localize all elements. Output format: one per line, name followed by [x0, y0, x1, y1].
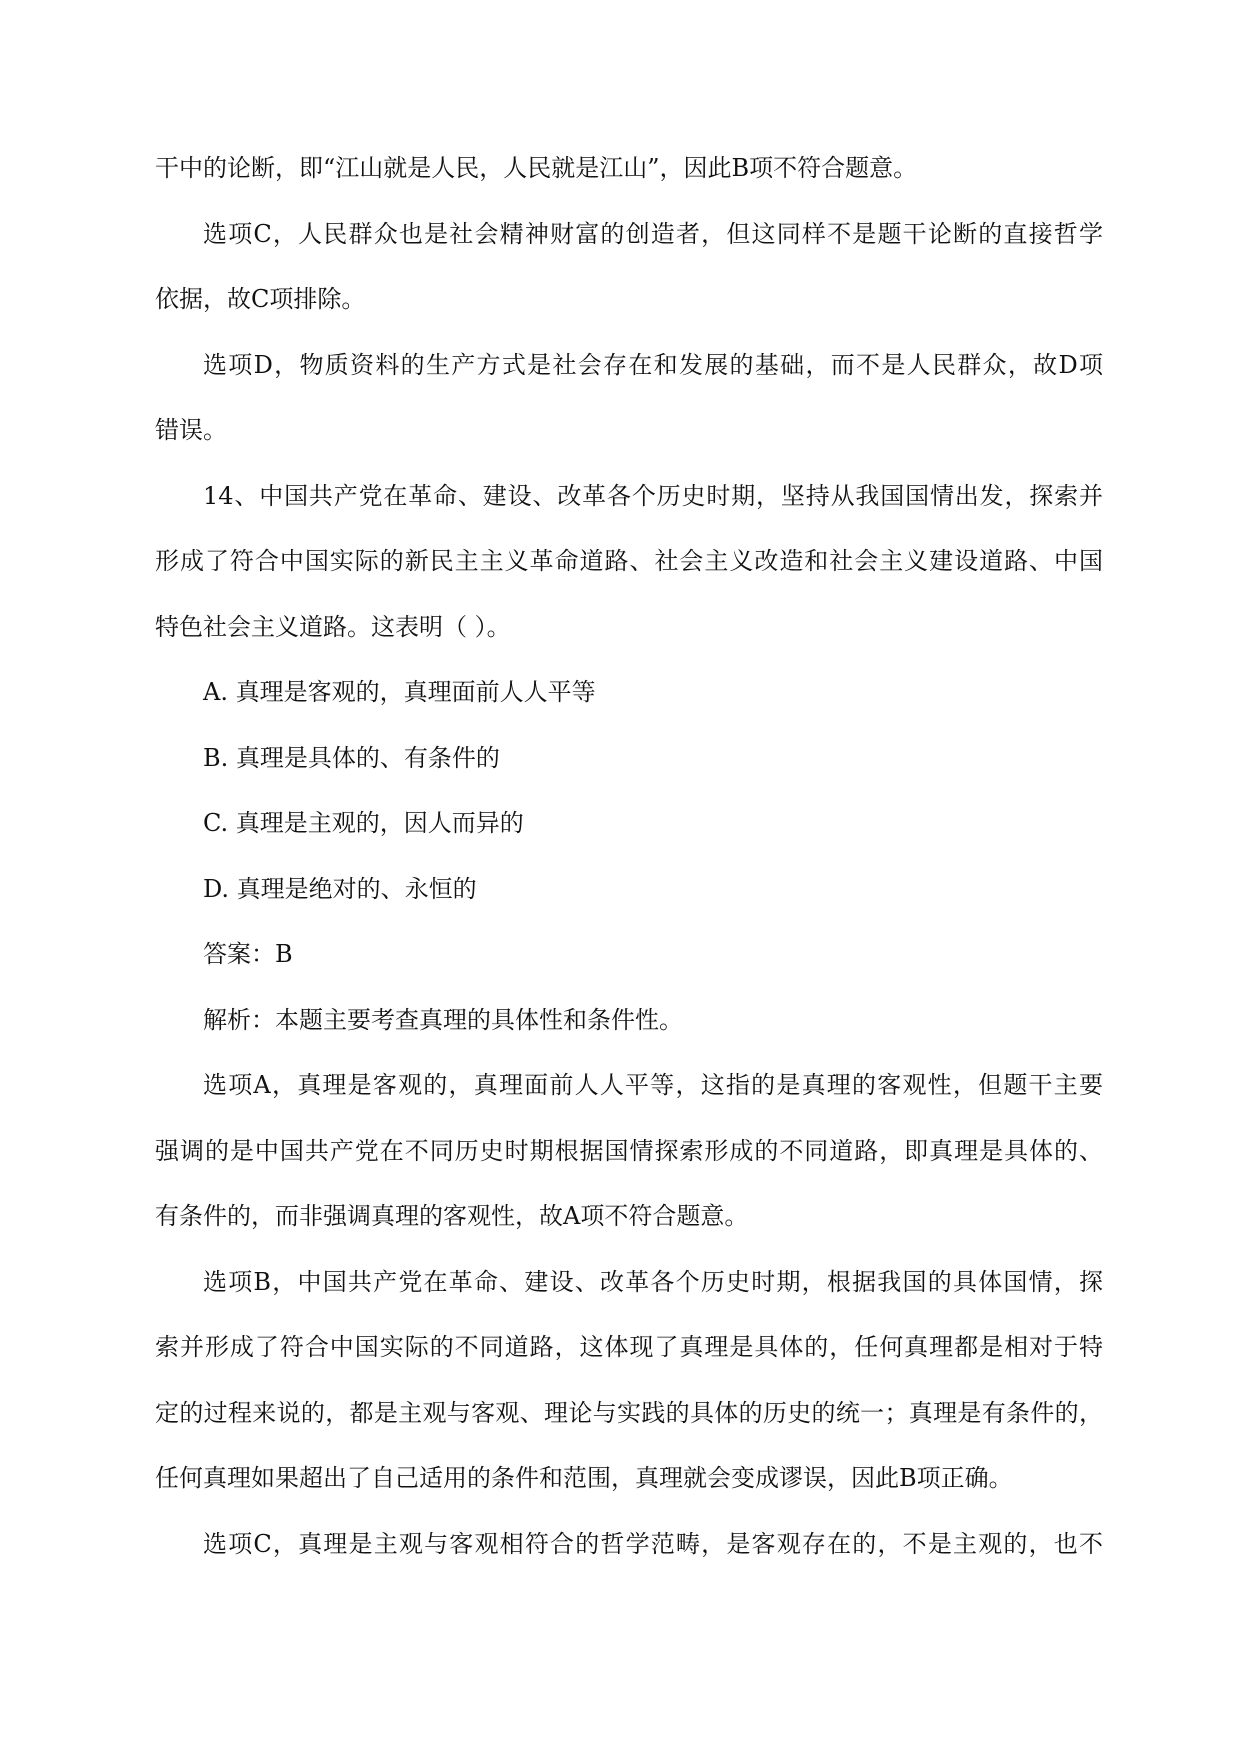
option-c: C. 真理是主观的，因人而异的: [203, 809, 524, 837]
previous-analysis-paragraph-c: [155, 202, 1103, 333]
analysis-paragraph-a: [155, 1053, 1103, 1250]
paragraph-line: 选项D，物质资料的生产方式是社会存在和发展的基础，而不是人民群众，故D项: [203, 350, 1103, 379]
answer-line: 答案：B: [203, 940, 293, 968]
previous-analysis-paragraph-d: [155, 333, 1103, 464]
paragraph-line: 干中的论断，即“江山就是人民，人民就是江山”，因此B项不符合题意。: [155, 154, 918, 182]
paragraph-line: 定的过程来说的，都是主观与客观、理论与实践的具体的历史的统一；真理是有条件的，: [155, 1398, 1103, 1427]
paragraph-line: 选项C，人民群众也是社会精神财富的创造者，但这同样不是题干论断的直接哲学: [203, 219, 1103, 248]
paragraph-line: 错误。: [155, 416, 227, 444]
option-b: B. 真理是具体的、有条件的: [203, 743, 500, 772]
analysis-paragraph-c: [155, 1512, 1103, 1578]
paragraph-line: 有条件的，而非强调真理的客观性，故A项不符合题意。: [155, 1202, 749, 1230]
previous-analysis-paragraph-b: [155, 136, 1103, 202]
question-stem-line: 特色社会主义道路。这表明（ ）。: [155, 612, 511, 641]
paragraph-line: 选项C，真理是主观与客观相符合的哲学范畴，是客观存在的，不是主观的，也不: [203, 1529, 1103, 1558]
question-stem-line: 14、中国共产党在革命、建设、改革各个历史时期，坚持从我国国情出发，探索并: [203, 481, 1103, 510]
paragraph-line: 索并形成了符合中国实际的不同道路，这体现了真理是具体的，任何真理都是相对于特: [155, 1333, 1103, 1361]
paragraph-line: 选项A，真理是客观的，真理面前人人平等，这指的是真理的客观性，但题干主要: [203, 1071, 1103, 1099]
option-a: A. 真理是客观的，真理面前人人平等: [203, 678, 596, 706]
paragraph-line: 强调的是中国共产党在不同历史时期根据国情探索形成的不同道路，即真理是具体的、: [155, 1136, 1103, 1165]
paragraph-line: 依据，故C项排除。: [155, 285, 366, 313]
analysis-intro: 解析：本题主要考查真理的具体性和条件性。: [203, 1005, 683, 1034]
paragraph-line: 选项B，中国共产党在革命、建设、改革各个历史时期，根据我国的具体国情，探: [203, 1267, 1103, 1296]
question-options: [155, 660, 1103, 922]
analysis-paragraph-b: [155, 1250, 1103, 1512]
paragraph-line: 任何真理如果超出了自己适用的条件和范围，真理就会变成谬误，因此B项正确。: [155, 1464, 1013, 1492]
document-body: [155, 136, 1103, 1577]
option-d: D. 真理是绝对的、永恒的: [203, 874, 477, 903]
question-stem: [155, 464, 1103, 661]
question-stem-line: 形成了符合中国实际的新民主主义革命道路、社会主义改造和社会主义建设道路、中国: [155, 547, 1103, 575]
